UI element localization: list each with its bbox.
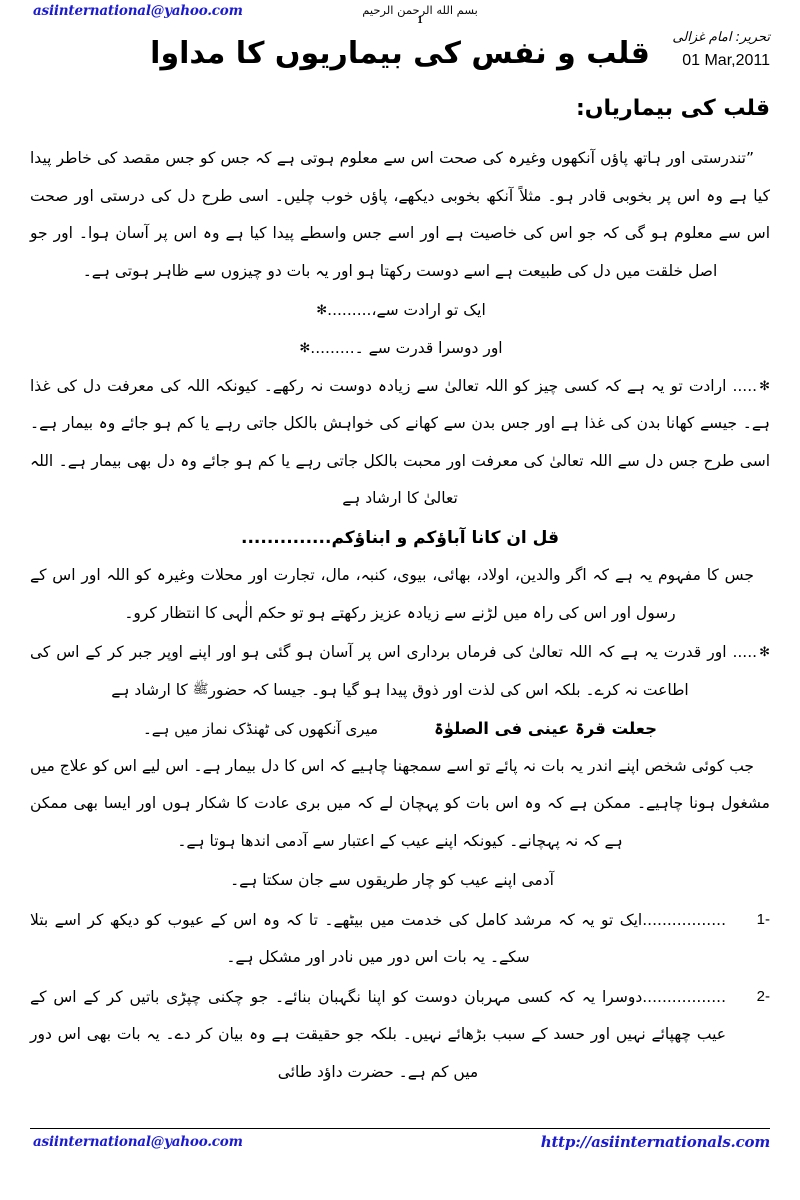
bullet-dots-2: .........: [310, 338, 355, 357]
bismillah-text: بسم الله الرحمن الرحيم: [362, 3, 478, 17]
sallallahu-alayhi-wasallam-icon: ﷺ: [192, 681, 209, 697]
list-item-text: دوسرا یہ کہ کسی مہربان دوست کو اپنا نگہبان بنائے۔ جو چکنی چپڑی باتیں کر کے اس کے عیب چھپائے نہیں اور حسد کے سبب بڑھائے نہیں۔ بلکہ جو حقیقت ہے وہ بیان کر دے۔ یہ بات بھی اس دور میں کم ہے۔ حضرت داؤد طائی: [30, 987, 726, 1081]
paragraph-2-dots: .....: [732, 376, 758, 395]
hadith-urdu-translation: میری آنکھوں کی ٹھنڈک نماز میں ہے۔: [143, 720, 379, 739]
list-item-number: 1-: [756, 910, 770, 928]
bullet-dots-1: .........: [327, 301, 372, 319]
paragraph-6: آدمی اپنے عیب کو چار طریقوں سے جان سکتا ہے۔: [230, 871, 554, 890]
paragraph-5: جب کوئی شخص اپنے اندر یہ بات نہ پائے تو اسے سمجھنا چاہیے کہ اس کا دل بیمار ہے۔ اس لیے اس کو علاج میں مشغول ہونا چاہیے۔ ممکن ہے کہ وہ اس بات کو پہچان لے کہ میں بری عادت کا شکار ہوں اور ایسا بھی ممکن ہے کہ نہ پہچانے۔ کیونکہ اپنے عیب کے اعتبار سے آدمی اندھا ہوتا ہے۔: [30, 756, 770, 850]
list-item: [30, 979, 770, 1092]
bullet-text-2: اور دوسرا قدرت سے ۔: [354, 338, 503, 357]
paragraph-1: ”تندرستی اور ہاتھ پاؤں آنکھوں وغیرہ کی صحت اس سے معلوم ہوتی ہے کہ جس کو جس مقصد کی خاطر پیدا کیا ہے وہ اس پر بخوبی قادر ہو۔ مثلاً آنکھ بخوبی دیکھے، پاؤں خوب چلیں۔ اسی طرح دل کی درستی اور صحت اس سے معلوم ہو گی کہ جو اس کی خاصیت ہے اور اسے جس واسطے پیدا کیا ہے وہ اس پر آسان ہوا۔ اور جو اصل خلقت میں دل کی طبیعت ہے اسے دوست رکھتا ہو اور یہ بات دو چیزوں سے ظاہر ہوتی ہے۔: [30, 149, 770, 280]
hadith-arabic-text: جعلت قرۃ عینی فی الصلوٰۃ: [434, 719, 657, 739]
paragraph-4-tail: کا ارشاد ہے: [111, 680, 188, 699]
paragraph-4-text: اور قدرت یہ ہے کہ اللہ تعالیٰ کی فرماں برداری اس پر آسان ہو گئی ہو اور اپنے اوپر جبر کر کے اس کی اطاعت نہ کرے۔ بلکہ اس کی لذت اور ذوق پیدا ہو گیا ہو۔ جیسا کہ حضور: [30, 643, 727, 699]
section-heading: قلب کی بیماریاں:: [575, 96, 770, 121]
page-number: 1: [417, 14, 423, 26]
list-item-text: ایک تو یہ کہ مرشد کامل کی خدمت میں بیٹھے۔ تا کہ وہ اس کے عیوب کو دیکھ کر اسے بتلا سکے۔ یہ بات اس دور میں نادر اور مشکل ہے۔: [30, 910, 643, 967]
footer-website-link[interactable]: http://asiinternationals.com: [540, 1133, 770, 1151]
decorative-bullet-icon: ✻: [299, 340, 311, 356]
decorative-bullet-icon: ✻: [759, 378, 770, 394]
paragraph-2-text: ارادت تو یہ ہے کہ کسی چیز کو اللہ تعالیٰ سے زیادہ دوست نہ رکھے۔ کیونکہ اللہ کی معرفت دل کی غذا ہے۔ جیسے کھانا بدن کی غذا ہے اور جس بدن سے کھانے کی خواہش بالکل جاتی رہے یا کم ہو جائے وہ بیمار ہے۔ اسی طرح جس دل سے اللہ تعالیٰ کی معرفت اور محبت بالکل جاتی رہے یا کم ہو جائے وہ دل بھی بیمار ہے۔ اللہ تعالیٰ کا ارشاد ہے: [30, 376, 770, 508]
quran-quote-line: [30, 520, 770, 557]
page-footer: [0, 1128, 800, 1168]
header-email-link[interactable]: asiinternational@yahoo.com: [33, 3, 243, 19]
list-item-number: 2-: [756, 987, 770, 1005]
footer-email-link[interactable]: asiinternational@yahoo.com: [33, 1134, 243, 1150]
paragraph-4-dots: .....: [732, 643, 758, 662]
paragraph-2: [30, 368, 770, 518]
bullet-line-2: [30, 330, 770, 368]
page-title: قلب و نفس کی بیماریوں کا مداوا: [150, 36, 650, 71]
author-byline: تحریر: امام غزالی: [672, 30, 770, 45]
paragraph-4: [30, 634, 770, 709]
quran-quote-text: قل ان کانا آباؤکم و ابناؤکم: [331, 527, 559, 548]
bullet-text-1: ایک تو ارادت سے،: [371, 301, 486, 319]
decorative-bullet-icon: ✻: [316, 303, 328, 318]
decorative-bullet-icon: ✻: [759, 645, 770, 661]
footer-divider: [30, 1128, 770, 1129]
publication-date: 01 Mar,2011: [682, 52, 770, 69]
list-item-dots: .................: [642, 910, 726, 929]
hadith-line: [30, 711, 770, 747]
list-item: [30, 902, 770, 977]
bullet-line-1: [30, 292, 770, 330]
document-body: [30, 140, 770, 1093]
quran-quote-dots: ..............: [241, 527, 332, 548]
paragraph-3: جس کا مفہوم یہ ہے کہ اگر والدین، اولاد، بھائی، بیوی، کنبہ، مال، تجارت اور محلات وغیرہ کو اللہ اور اس کے رسول اور اس کی راہ میں لڑنے سے زیادہ عزیز رکھتے ہو تو حکم الٰہی کا انتظار کرو۔: [30, 566, 754, 622]
page-header: [0, 0, 800, 32]
list-item-dots: .................: [642, 987, 726, 1006]
